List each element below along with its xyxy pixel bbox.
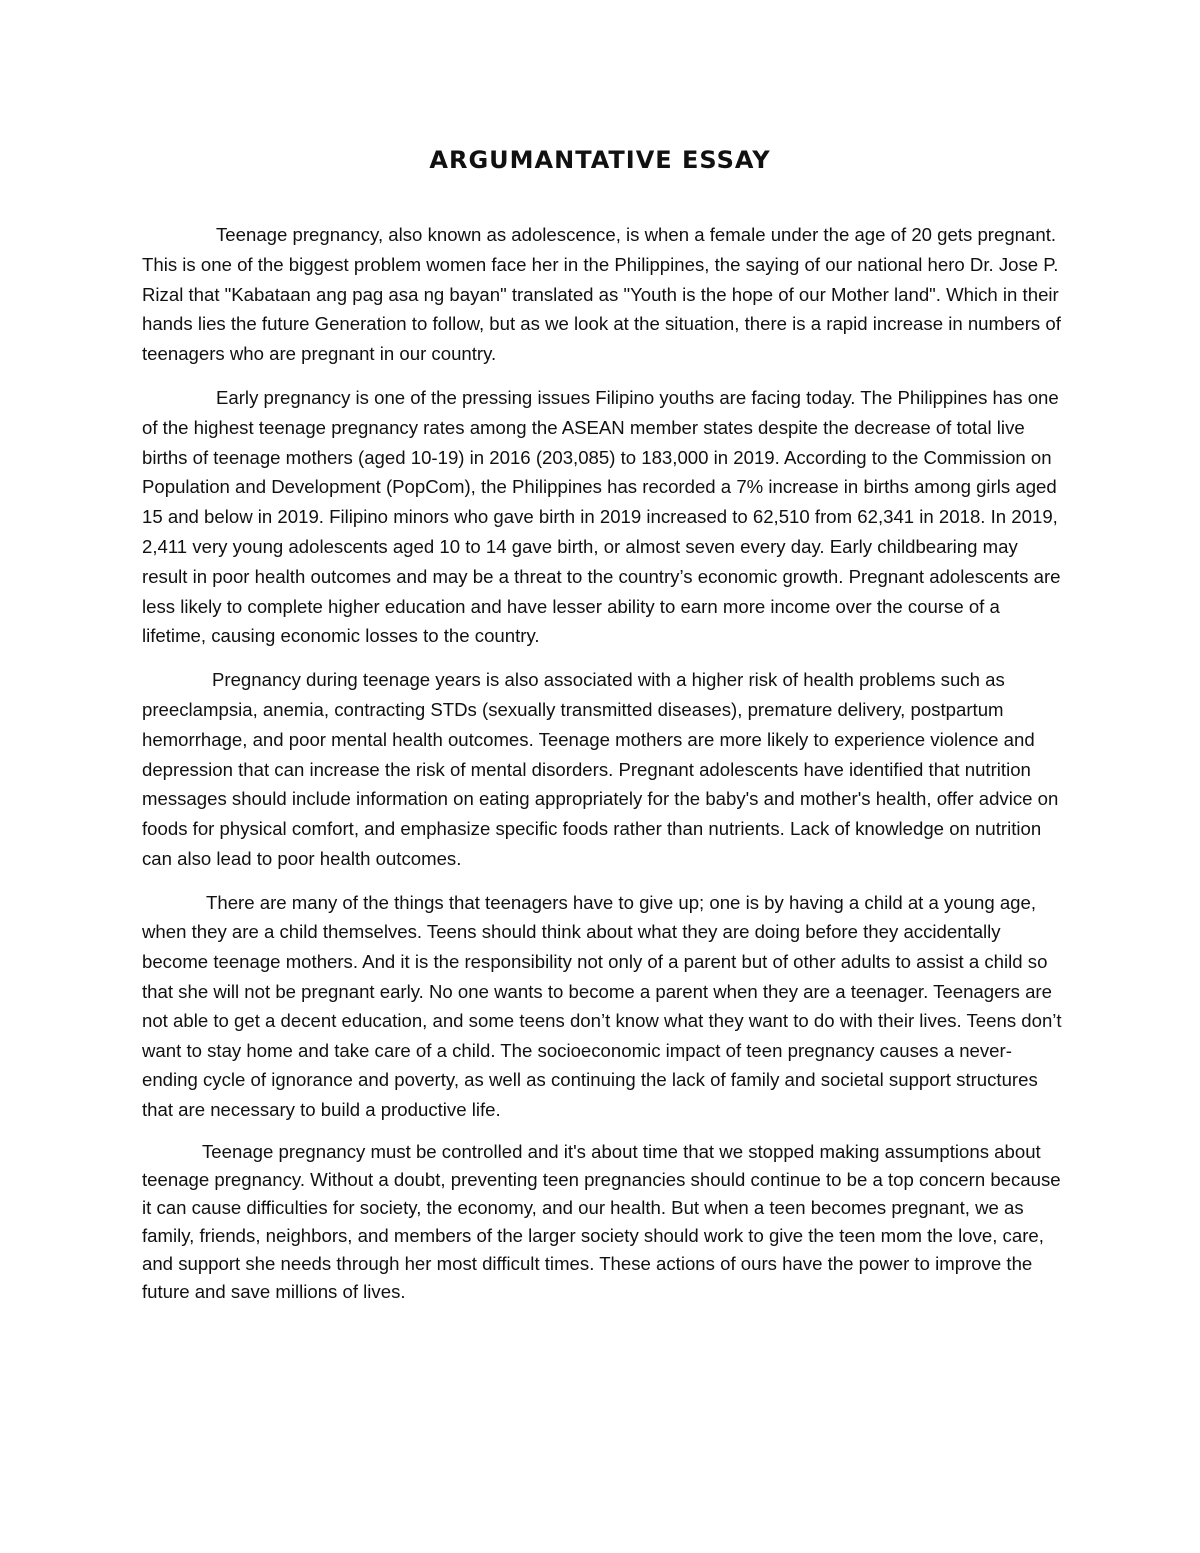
essay-paragraph-5: Teenage pregnancy must be controlled and it's about time that we stopped making assumptions about teenage pregnancy. Without a doubt, preventing teen pregnancies should continue to be a top concern because it can cause difficulties for society, the economy, and our health. But when a teen becomes pregnant, we as family, friends, neighbors, and members of the larger society should work to give the teen mom the love, care, and support she needs through her most difficult times. These actions of ours have the power to improve the future and save millions of lives.: [142, 1141, 1061, 1303]
essay-paragraph-3: Pregnancy during teenage years is also associated with a higher risk of health problems such as preeclampsia, anemia, contracting STDs (sexually transmitted diseases), premature delivery, postpartum hemorrhage, and poor mental health outcomes. Teenage mothers are more likely to experience violence and depression that can increase the risk of mental disorders. Pregnant adolescents have identified that nutrition messages should include information on eating appropriately for the baby's and mother's health, offer advice on foods for physical comfort, and emphasize specific foods rather than nutrients. Lack of knowledge on nutrition can also lead to poor health outcomes.: [142, 669, 1059, 869]
essay-body: [142, 220, 1067, 1306]
essay-paragraph-1: Teenage pregnancy, also known as adolescence, is when a female under the age of 20 gets pregnant. This is one of the biggest problem women face her in the Philippines, the saying of our national hero Dr. Jose P. Rizal that "Kabataan ang pag asa ng bayan" translated as "Youth is the hope of our Mother land". Which in their hands lies the future Generation to follow, but as we look at the situation, there is a rapid increase in numbers of teenagers who are pregnant in our country.: [142, 224, 1061, 365]
essay-paragraph-2: Early pregnancy is one of the pressing issues Filipino youths are facing today. The Philippines has one of the highest teenage pregnancy rates among the ASEAN member states despite the decrease of total live births of teenage mothers (aged 10-19) in 2016 (203,085) to 183,000 in 2019. According to the Commission on Population and Development (PopCom), the Philippines has recorded a 7% increase in births among girls aged 15 and below in 2019. Filipino minors who gave birth in 2019 increased to 62,510 from 62,341 in 2018. In 2019, 2,411 very young adolescents aged 10 to 14 gave birth, or almost seven every day. Early childbearing may result in poor health outcomes and may be a threat to the country’s economic growth. Pregnant adolescents are less likely to complete higher education and have lesser ability to earn more income over the course of a lifetime, causing economic losses to the country.: [142, 386, 1061, 647]
essay-paragraph-4: There are many of the things that teenagers have to give up; one is by having a child at a young age, when they are a child themselves. Teens should think about what they are doing before they accidentally become teenage mothers. And it is the responsibility not only of a parent but of other adults to assist a child so that she will not be pregnant early. No one wants to become a parent when they are a teenager. Teenagers are not able to get a decent education, and some teens don’t know what they want to do with their lives. Teens don’t want to stay home and take care of a child. The socioeconomic impact of teen pregnancy causes a never-ending cycle of ignorance and poverty, as well as continuing the lack of family and societal support structures that are necessary to build a productive life.: [142, 891, 1062, 1120]
essay-title: ARGUMANTATIVE ESSAY: [429, 146, 771, 174]
